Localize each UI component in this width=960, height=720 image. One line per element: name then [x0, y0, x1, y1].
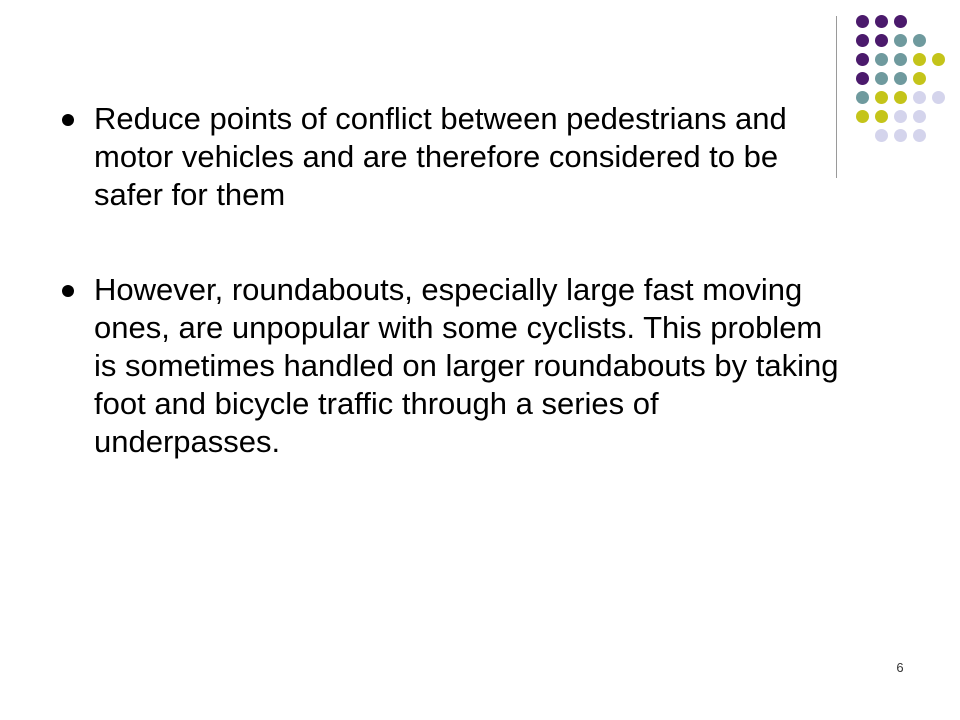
decorative-dot [894, 53, 907, 66]
bullet-text: Reduce points of conflict between pedestrians and motor vehicles and are therefore considered to be safer for them [94, 101, 787, 212]
page-number: 6 [896, 660, 904, 675]
decorative-dot [856, 110, 869, 123]
decorative-dot [894, 91, 907, 104]
decorative-dot [856, 53, 869, 66]
decorative-dot [913, 34, 926, 47]
decorative-dot [913, 53, 926, 66]
bullet-text: However, roundabouts, especially large fast moving ones, are unpopular with some cyclists. This problem is sometimes handled on larger roundabouts by taking foot and bicycle traffic through a series of underpasses. [94, 272, 839, 459]
decorative-dot [894, 129, 907, 142]
decorative-dot [932, 91, 945, 104]
decorative-dot [875, 129, 888, 142]
decorative-dot [856, 72, 869, 85]
bullet-item [62, 100, 842, 214]
decorative-dot [875, 91, 888, 104]
decorative-dot [875, 110, 888, 123]
decorative-dot [875, 53, 888, 66]
decorative-dot [856, 15, 869, 28]
decorative-dot [913, 129, 926, 142]
bullet-list [62, 100, 842, 461]
decorative-dot [932, 53, 945, 66]
decorative-dot [875, 34, 888, 47]
decorative-dot [875, 15, 888, 28]
decorative-dot [856, 34, 869, 47]
decorative-dot [856, 91, 869, 104]
decorative-dot [913, 110, 926, 123]
bullet-item [62, 271, 842, 461]
decorative-dot [894, 34, 907, 47]
decorative-dot [894, 15, 907, 28]
decorative-dot [913, 72, 926, 85]
decorative-dot [875, 72, 888, 85]
decorative-dot [894, 110, 907, 123]
decorative-dot [913, 91, 926, 104]
decorative-dot [894, 72, 907, 85]
bullet-dot-icon [62, 114, 74, 126]
bullet-dot-icon [62, 285, 74, 297]
